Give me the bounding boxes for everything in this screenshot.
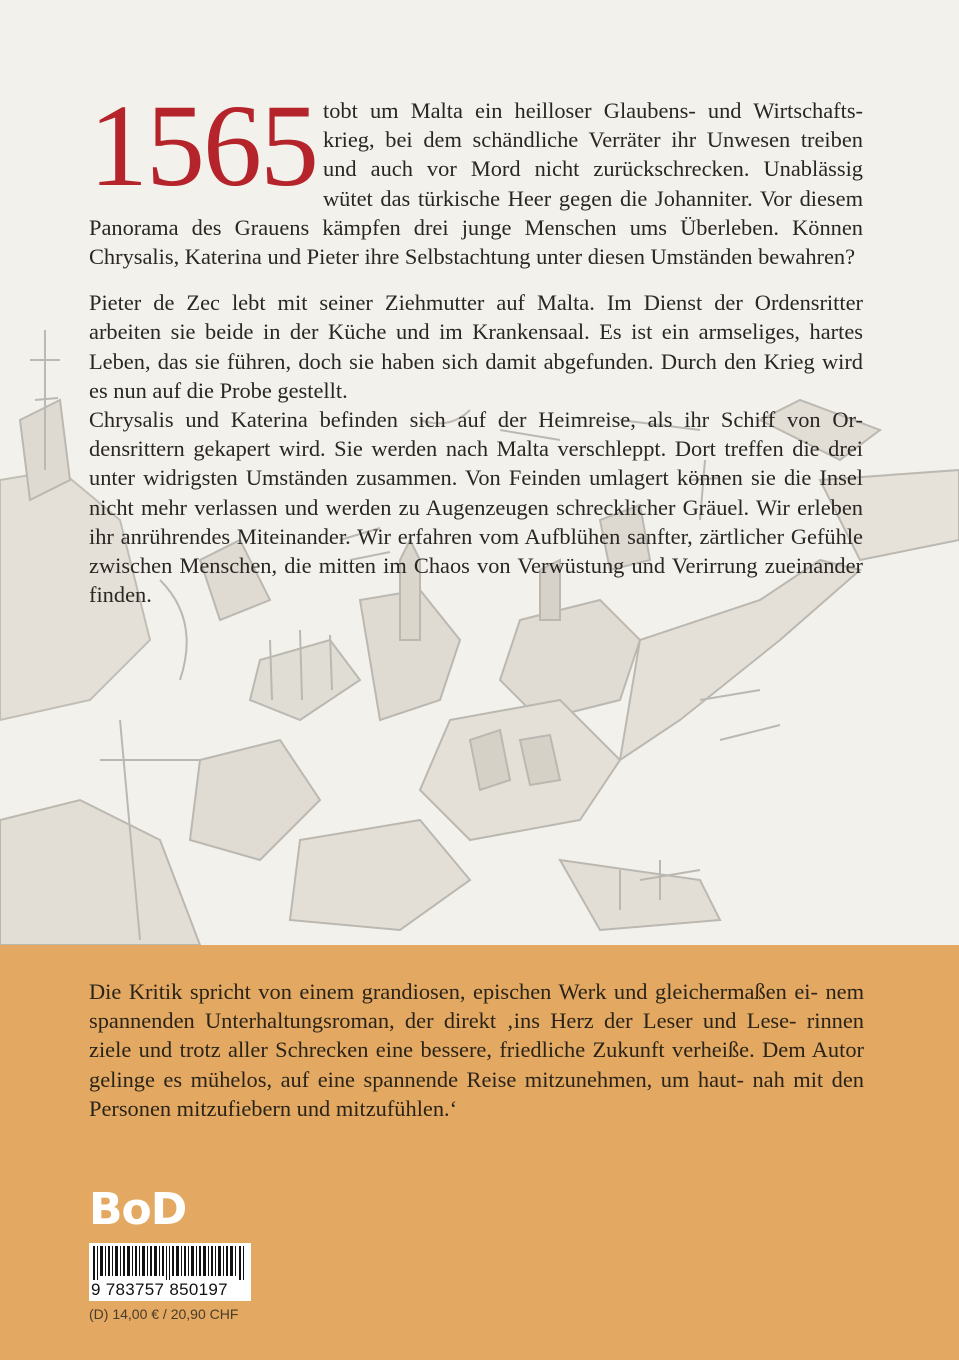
drop-cap-year: 1565 — [89, 80, 317, 211]
intro-paragraph: tobt um Malta ein heilloser Glaubens- und Wirtschafts- krieg, bei dem schändliche Verräter ihr Unwesen treiben und auch vor Mord nicht zurückschrecken. Unablässig wütet das türkische Heer gegen die Johanniter. Vor diesem Panorama des Grauens kämpfen drei junge Menschen ums Überleben. Können Chrysalis, Katerina und Pieter ihre Selbstachtung unter diesen Umständen bewahren? — [89, 98, 863, 270]
description-block — [89, 80, 863, 609]
review-quote: Die Kritik spricht von einem grandiosen, epischen Werk und gleichermaßen ei- nem spannenden Unterhaltungsroman, der direkt ‚ins Herz der Leser und Lese- rinnen ziele und trotz aller Schrecken eine bessere, friedliche Zukunft verheiße. Dem Autor gelinge es mühelos, auf eine spannende Reise mitzunehmen, um haut- nah mit den Personen mitzufiebern und mitzufühlen.‘ — [89, 979, 864, 1121]
pieter-paragraph: Pieter de Zec lebt mit seiner Ziehmutter auf Malta. Im Dienst der Ordensritter arbeiten sie beide in der Küche und im Krankensaal. Es ist ein armseliges, hartes Leben, das sie führen, doch sie haben sich damit abgefunden. Durch den Krieg wird es nun auf die Probe gestellt. — [89, 290, 863, 403]
price-label: (D) 14,00 € / 20,90 CHF — [89, 1306, 239, 1322]
bod-logo: BoD — [89, 1184, 187, 1235]
barcode-icon — [89, 1243, 251, 1281]
isbn-digits: 9 783757 850197 — [91, 1280, 228, 1299]
chrysalis-paragraph: Chrysalis und Katerina befinden sich auf der Heimreise, als ihr Schiff von Or- densrittern gekapert wird. Sie werden nach Malta verschleppt. Dort treffen die drei unter widrigsten Umständen zusammen. Von Feinden umlagert können sie die Insel nicht mehr verlassen und werden zu Augenzeugen schrecklicher Gräuel. Wir erleben ihr anrührendes Miteinander. Wir erfahren vom Aufblühen sanfter, zärtlicher Gefühle zwischen Menschen, die mitten im Chaos von Verwüstung und Verirrung zueinander finden. — [89, 407, 863, 608]
